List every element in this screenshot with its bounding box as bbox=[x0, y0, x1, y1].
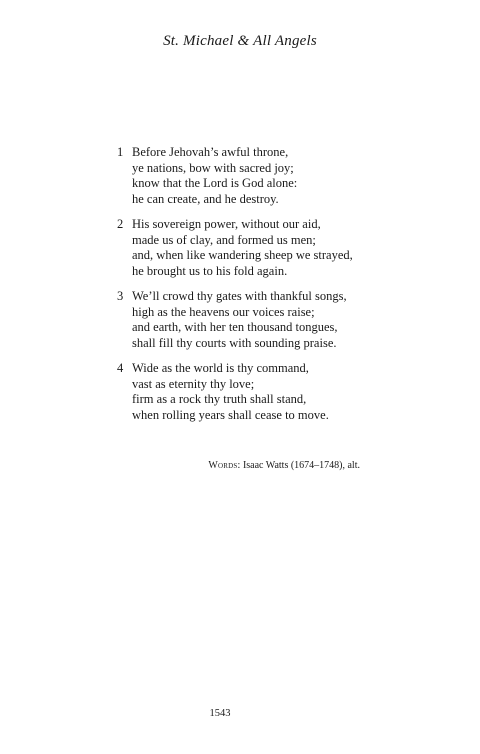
page-number: 1543 bbox=[209, 708, 231, 719]
stanza-line: ye nations, bow with sacred joy; bbox=[132, 160, 294, 175]
stanza-line: know that the Lord is God alone: bbox=[132, 176, 298, 190]
words-credit bbox=[208, 460, 360, 471]
stanza-line: We’ll crowd thy gates with thankful songs, bbox=[132, 289, 347, 303]
stanza-line: and earth, with her ten thousand tongues, bbox=[132, 320, 338, 334]
stanza-line: he can create, and he destroy. bbox=[132, 191, 279, 206]
stanza-line: shall fill thy courts with sounding praise. bbox=[132, 335, 337, 350]
stanza-line: and, when like wandering sheep we strayed, bbox=[132, 248, 353, 262]
stanza-4 bbox=[117, 361, 397, 423]
credit-author: Isaac Watts (1674–1748), alt. bbox=[240, 460, 360, 471]
hymn-text bbox=[117, 145, 397, 433]
stanza-3 bbox=[117, 289, 397, 351]
stanza-line: he brought us to his fold again. bbox=[132, 263, 288, 278]
stanza-line: Before Jehovah’s awful throne, bbox=[132, 145, 289, 159]
stanza-line: firm as a rock thy truth shall stand, bbox=[132, 392, 307, 406]
stanza-line: made us of clay, and formed us men; bbox=[132, 232, 316, 247]
stanza-number: 1 bbox=[117, 145, 124, 159]
stanza-number: 2 bbox=[117, 217, 124, 231]
credit-label: Words: bbox=[208, 460, 241, 471]
stanza-number: 4 bbox=[117, 361, 124, 375]
stanza-line: high as the heavens our voices raise; bbox=[132, 304, 315, 319]
stanza-line: His sovereign power, without our aid, bbox=[132, 217, 321, 231]
stanza-line: Wide as the world is thy command, bbox=[132, 361, 309, 375]
stanza-line: vast as eternity thy love; bbox=[132, 376, 255, 391]
stanza-line: when rolling years shall cease to move. bbox=[132, 407, 329, 422]
stanza-2 bbox=[117, 217, 397, 279]
stanza-number: 3 bbox=[117, 289, 124, 303]
stanza-1 bbox=[117, 145, 397, 207]
page-title: St. Michael & All Angels bbox=[163, 33, 317, 49]
